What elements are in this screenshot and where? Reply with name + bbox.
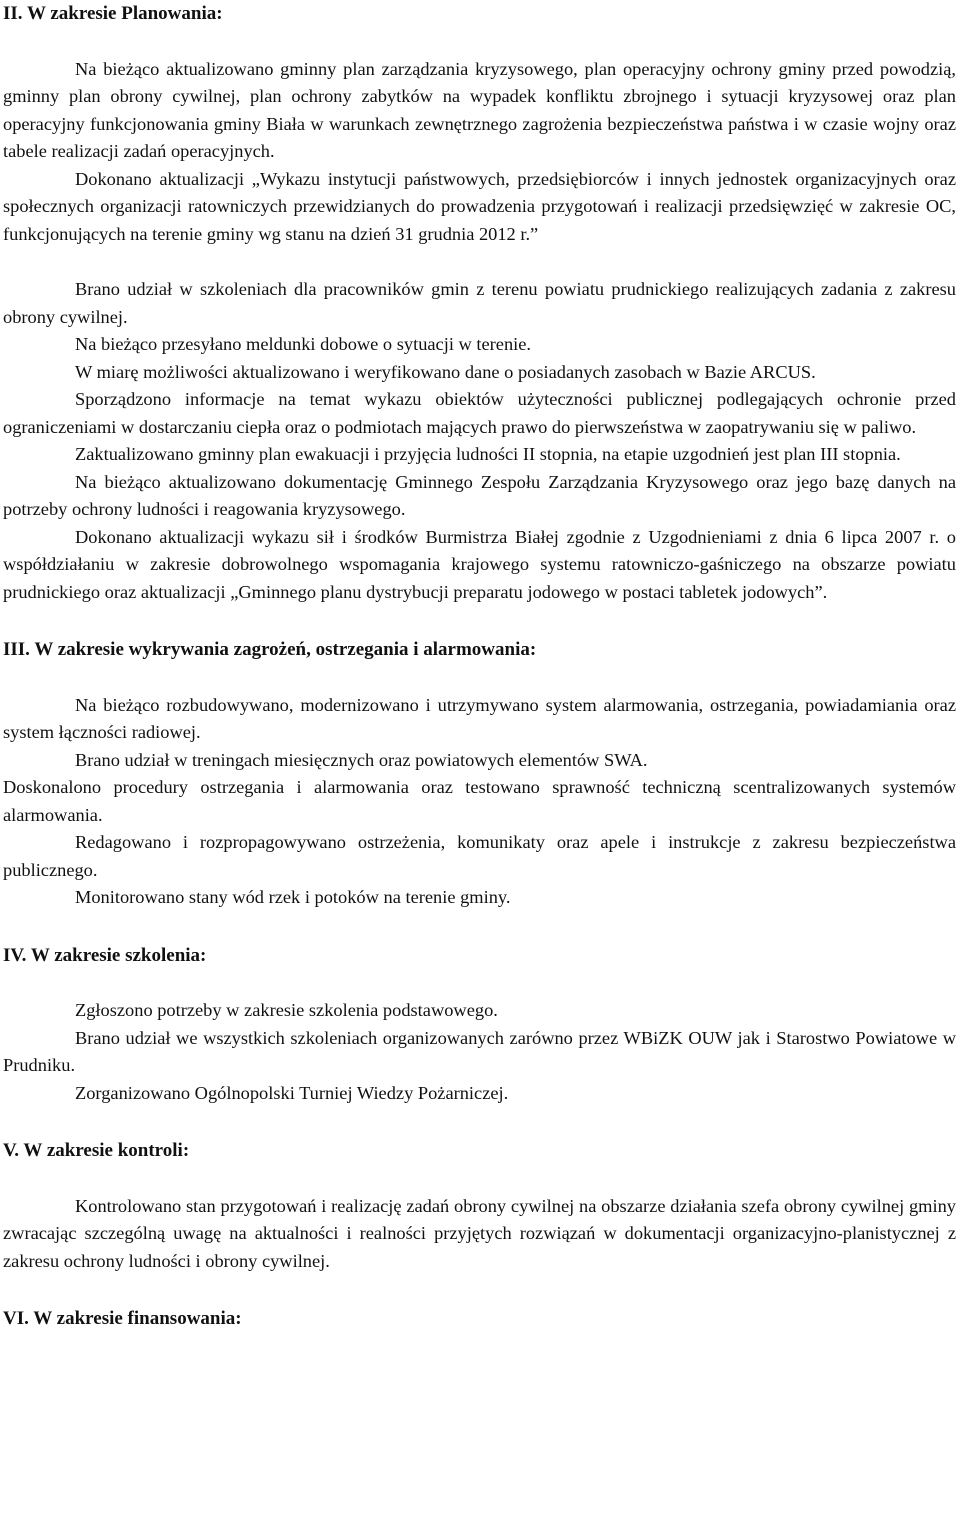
- paragraph: Na bieżąco rozbudowywano, modernizowano i utrzymywano system alarmowania, ostrzegania, powiadamiania oraz system łączności radiowej.: [3, 694, 956, 742]
- paragraph: Zaktualizowano gminny plan ewakuacji i przyjęcia ludności II stopnia, na etapie uzgodnień jest plan III stopnia.: [75, 444, 901, 464]
- section-heading-wykrywanie: III. W zakresie wykrywania zagrożeń, ostrzegania i alarmowania:: [3, 639, 537, 660]
- spacer: [3, 664, 956, 692]
- spacer: [3, 1275, 956, 1305]
- paragraph: Kontrolowano stan przygotowań i realizację zadań obrony cywilnej na obszarze działania szefa obrony cywilnej gminy zwracając szczególną uwagę na aktualności i realności przyjętych rozwiązań w dokumentacji organizacyjno-planistycznej z zakresu ochrony ludności i obrony cywilnej.: [3, 1195, 956, 1271]
- spacer: [3, 28, 956, 56]
- spacer: [3, 1107, 956, 1137]
- section-heading-kontrola: V. W zakresie kontroli:: [3, 1140, 190, 1161]
- paragraph: Sporządzono informacje na temat wykazu obiektów użyteczności publicznej podlegających ochronie przed ograniczeniami w dostarczaniu ciepła oraz o podmiotach mających prawo do pierwszeństwa w zaopatrywaniu się w paliwo.: [3, 389, 956, 437]
- spacer: [3, 606, 956, 636]
- paragraph: Na bieżąco aktualizowano dokumentację Gminnego Zespołu Zarządzania Kryzysowego oraz jego bazę danych na potrzeby ochrony ludności i reagowania kryzysowego.: [3, 471, 956, 519]
- spacer: [3, 1165, 956, 1193]
- spacer: [3, 912, 956, 942]
- paragraph: Brano udział we wszystkich szkoleniach organizowanych zarówno przez WBiZK OUW jak i Starostwo Powiatowe w Prudniku.: [3, 1027, 956, 1075]
- paragraph: Dokonano aktualizacji wykazu sił i środków Burmistrza Białej zgodnie z Uzgodnieniami z dnia 6 lipca 2007 r. o współdziałaniu w zakresie dobrowolnego wspomagania krajowego systemu ratowniczo-gaśniczego na obszarze powiatu prudnickiego oraz aktualizacji „Gminnego planu dystrybucji preparatu jodowego w postaci tabletek jodowych”.: [3, 526, 956, 602]
- paragraph: Na bieżąco przesyłano meldunki dobowe o sytuacji w terenie.: [75, 334, 532, 354]
- spacer: [3, 969, 956, 997]
- paragraph: Brano udział w szkoleniach dla pracowników gmin z terenu powiatu prudnickiego realizujących zadania z zakresu obrony cywilnej.: [3, 279, 956, 327]
- paragraph: Na bieżąco aktualizowano gminny plan zarządzania kryzysowego, plan operacyjny ochrony gminy przed powodzią, gminny plan obrony cywilnej, plan ochrony zabytków na wypadek konfliktu zbrojnego i sytuacji kryzysowej oraz plan operacyjny funkcjonowania gminy Biała w warunkach zewnętrznego zagrożenia bezpieczeństwa państwa i w czasie wojny oraz tabele realizacji zadań operacyjnych.: [3, 58, 956, 161]
- paragraph: Monitorowano stany wód rzek i potoków na terenie gminy.: [75, 887, 511, 907]
- spacer: [3, 248, 956, 276]
- section-heading-finansowanie: VI. W zakresie finansowania:: [3, 1308, 242, 1329]
- paragraph: Dokonano aktualizacji „Wykazu instytucji państwowych, przedsiębiorców i innych jednostek organizacyjnych oraz społecznych organizacji ratowniczych przewidzianych do prowadzenia przygotowań i realizacji przedsięwzięć w zakresie OC, funkcjonujących na terenie gminy wg stanu na dzień 31 grudnia 2012 r.”: [3, 168, 956, 244]
- paragraph: W miarę możliwości aktualizowano i weryfikowano dane o posiadanych zasobach w Bazie ARCUS.: [75, 361, 816, 382]
- paragraph: Redagowano i rozpropagowywano ostrzeżenia, komunikaty oraz apele i instrukcje z zakresu bezpieczeństwa publicznego.: [3, 832, 956, 880]
- paragraph: Zgłoszono potrzeby w zakresie szkolenia podstawowego.: [75, 1000, 498, 1020]
- paragraph: Brano udział w treningach miesięcznych oraz powiatowych elementów SWA.: [75, 749, 648, 770]
- section-heading-szkolenie: IV. W zakresie szkolenia:: [3, 944, 207, 966]
- paragraph: Doskonalono procedury ostrzegania i alarmowania oraz testowano sprawność techniczną scentralizowanych systemów alarmowania.: [3, 777, 956, 825]
- section-heading-planowanie: II. W zakresie Planowania:: [3, 3, 223, 24]
- paragraph: Zorganizowano Ogólnopolski Turniej Wiedzy Pożarniczej.: [75, 1082, 509, 1103]
